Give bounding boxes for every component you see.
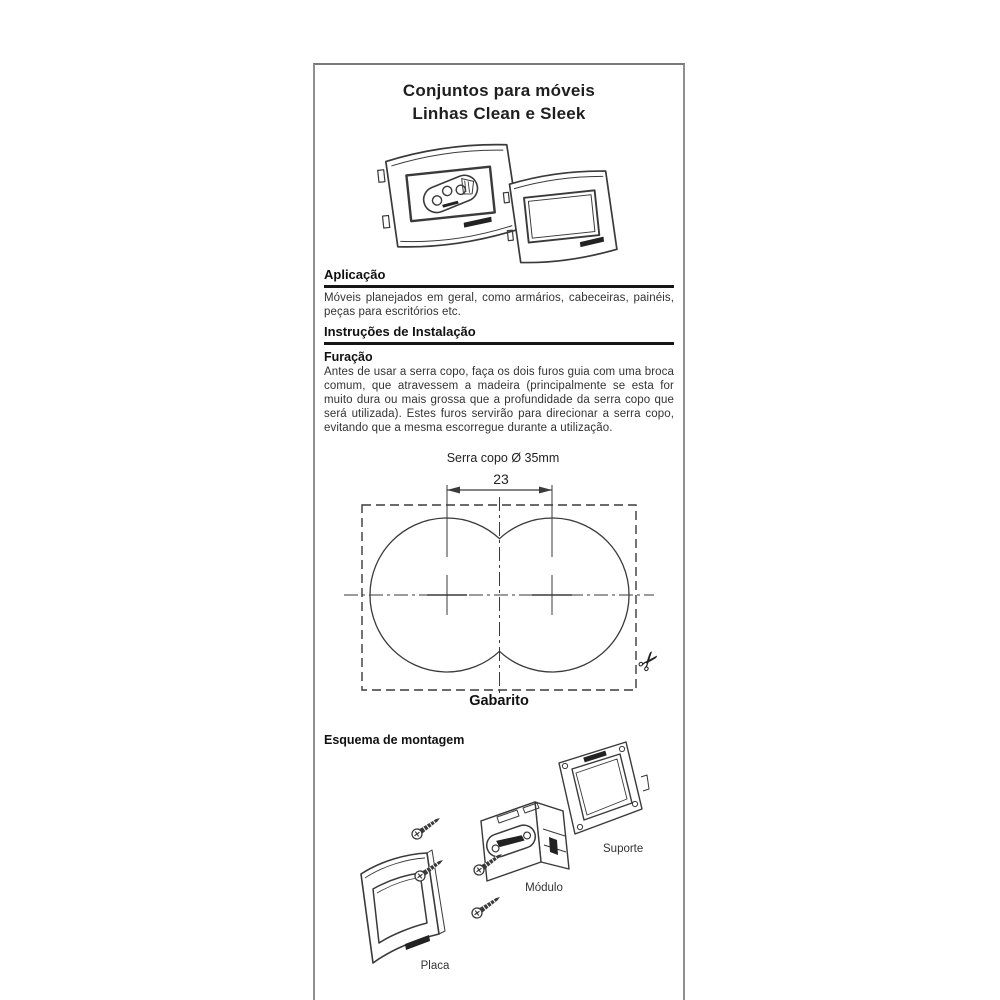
furacao-text: Antes de usar a serra copo, faça os dois furos guia com uma broca comum, que atravessem a madeira (principalmente se esta for muito dura ou mais grossa que a profundidade da serra copo que será utilizada). Estes furos servirão para direcionar a serra copo, evitando que a mesma escorregue durante a utilização. (324, 366, 674, 434)
product-socket-plate-illustration (376, 141, 520, 251)
modulo-illustration (481, 802, 569, 881)
label-modulo: Módulo (525, 882, 563, 894)
dimension-label: 23 (493, 471, 509, 487)
product-blank-plate-illustration (502, 168, 617, 265)
gabarito-caption: Gabarito (469, 693, 529, 709)
aplicacao-text: Móveis planejados em geral, como armários, cabeceiras, painéis, peças para escritórios etc. (324, 292, 674, 318)
screw-icon (410, 814, 443, 841)
document-sheet (313, 63, 685, 1000)
label-suporte: Suporte (603, 843, 644, 855)
subheading-montagem: Esquema de montagem (324, 733, 465, 747)
screw-icon (470, 893, 503, 920)
scissors-icon: ✂ (630, 643, 668, 680)
tool-size-label: Serra copo Ø 35mm (446, 451, 560, 465)
subheading-furacao: Furação (324, 350, 373, 364)
section-heading-instrucoes: Instruções de Instalação (324, 324, 674, 345)
section-heading-aplicacao: Aplicação (324, 267, 674, 288)
montagem-figure (321, 737, 677, 977)
dimension-line (447, 485, 552, 557)
page-title-line-1: Conjuntos para móveis (402, 81, 596, 100)
page-title (315, 79, 683, 125)
page-title-line-2: Linhas Clean e Sleek (412, 104, 586, 123)
gabarito-figure (321, 445, 677, 695)
suporte-illustration (559, 742, 649, 834)
product-illustrations (321, 137, 677, 265)
label-placa: Placa (420, 960, 450, 972)
